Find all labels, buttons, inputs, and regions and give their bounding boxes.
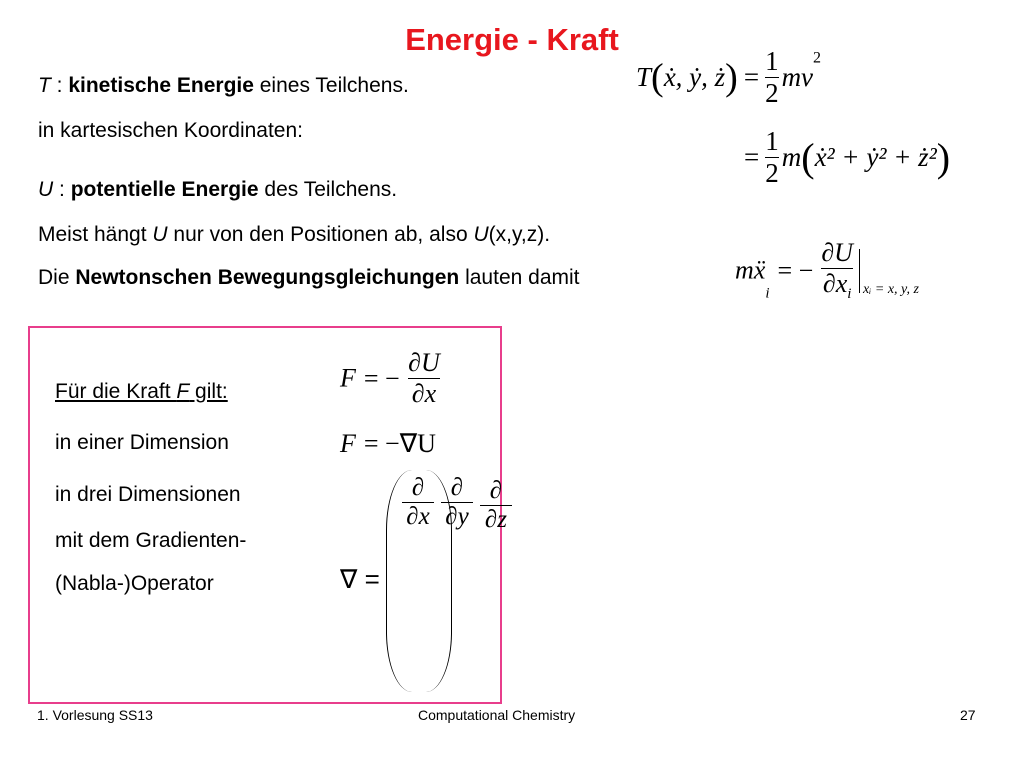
var-F: F: [176, 380, 190, 403]
text-a: Die: [38, 266, 76, 289]
term-kinetic-energy: kinetische Energie: [68, 74, 254, 97]
text-b: nur von den Positionen ab, also: [167, 223, 474, 246]
fraction-dU-dx: $\frac{\partial U}{\partial x}$: [408, 348, 440, 408]
footer-lecture: 1. Vorlesung SS13: [37, 707, 153, 723]
term-potential-energy: potentielle Energie: [70, 178, 259, 201]
text-b: lauten damit: [459, 266, 580, 289]
line-rest: des Teilchens.: [258, 178, 398, 201]
var-T: T: [38, 74, 51, 97]
nabla-symbol: ∇ =: [340, 564, 380, 594]
partial-y: $\frac{\partial}{\partial y}$: [441, 474, 473, 531]
partial-z: $\frac{\partial}{\partial z}$: [480, 477, 512, 534]
fraction-one-half: $\frac{1}{2}$: [765, 126, 779, 188]
var-U: U: [473, 223, 489, 246]
var-U: U: [38, 178, 54, 201]
mass-times-acceleration: mẍ: [735, 255, 766, 285]
nabla-vector: [402, 474, 507, 537]
line-newton: [38, 266, 580, 290]
velocity-args: ẋ, ẏ, ż: [663, 62, 726, 92]
line-rest: eines Teilchens.: [253, 74, 409, 97]
line-potential-energy: [38, 178, 397, 202]
separator: :: [53, 178, 71, 201]
nabla-operator-label: (Nabla-)Operator: [55, 572, 214, 595]
three-dimensions-label: in drei Dimensionen: [55, 483, 241, 506]
formula-newton-equation: mẍ$_i$= − $\frac{\partial U}{\partial x_i}$ $_{xᵢ = x, y, z}$: [735, 238, 919, 303]
var-U: U: [152, 223, 168, 246]
formula-force-gradient: F = −∇U: [340, 429, 436, 458]
separator: :: [50, 74, 69, 97]
partial-x: $\frac{\partial}{\partial x}$: [402, 474, 434, 531]
line-kinetic-energy: [38, 74, 409, 98]
formula-cartesian-expansion: = $\frac{1}{2}$ m(ẋ² + ẏ² + ż²): [744, 126, 951, 188]
evaluation-subscript: xᵢ = x, y, z: [862, 282, 919, 298]
page-number: 27: [960, 707, 976, 723]
symbol-T: T: [636, 62, 652, 92]
line-cartesian: in kartesischen Koordinaten:: [38, 119, 303, 142]
line-positions: [38, 223, 550, 247]
mv: mv: [781, 62, 814, 92]
velocity-squares: ẋ² + ẏ² + ż²: [814, 142, 937, 172]
term-newton-equations: Newtonschen Bewegungsgleichungen: [75, 266, 460, 289]
slide-title: Energie - Kraft: [405, 22, 619, 57]
footer-course: Computational Chemistry: [418, 707, 576, 723]
text-a: Meist hängt: [38, 223, 153, 246]
fraction-one-half: $\frac{1}{2}$: [765, 46, 779, 108]
formula-kinetic-energy: T(ẋ, ẏ, ż) = $\frac{1}{2}$ $mv^2$: [636, 46, 822, 108]
one-dimension-label: in einer Dimension: [55, 431, 229, 454]
text-c: (x,y,z).: [488, 223, 551, 246]
force-label: Für die Kraft F gilt:: [55, 380, 228, 403]
formula-force-1d: F = − $\frac{\partial U}{\partial x}$: [340, 348, 440, 408]
gradient-label: mit dem Gradienten-: [55, 529, 247, 552]
fraction-dU-dxi: $\frac{\partial U}{\partial x_i}$: [821, 238, 853, 303]
